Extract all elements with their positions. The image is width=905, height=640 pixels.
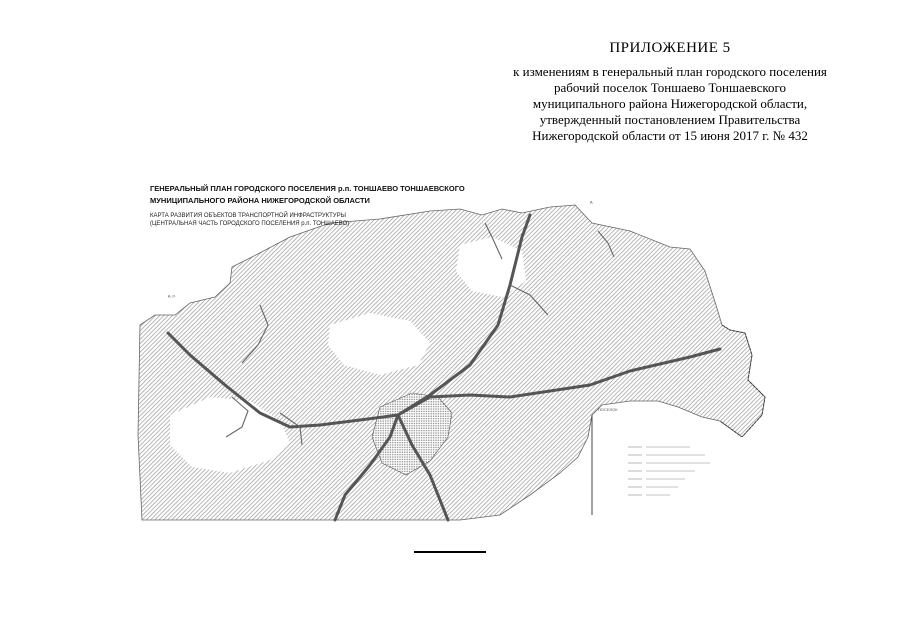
svg-text:д. р.: д. р. (168, 293, 176, 298)
header-line-1: к изменениям в генеральный план городского поселения (513, 64, 827, 79)
map-subtitle-line-2: (ЦЕНТРАЛЬНАЯ ЧАСТЬ ГОРОДСКОГО ПОСЕЛЕНИЯ р.п. ТОНШАЕВО) (150, 221, 350, 227)
map-drawing (130, 175, 770, 530)
svg-text:д.: д. (590, 199, 594, 204)
header-line-3: муниципального района Нижегородской области, (532, 96, 808, 111)
map-subtitle-line-1: КАРТА РАЗВИТИЯ ОБЪЕКТОВ ТРАНСПОРТНОЙ ИНФРАСТРУКТУРЫ (150, 213, 346, 219)
header-line-5: Нижегородской области от 15 июня 2017 г. № 432 (532, 128, 808, 143)
svg-text:ПОСЕЛОК: ПОСЕЛОК (598, 407, 618, 412)
header-line-2: рабочий поселок Тоншаево Тоншаевского (553, 80, 787, 95)
appendix-header (470, 40, 870, 144)
map-legend (620, 437, 770, 530)
header-line-4: утвержденный постановлением Правительства (539, 112, 801, 127)
transport-map (130, 175, 770, 530)
bottom-rule (414, 551, 486, 553)
appendix-title: ПРИЛОЖЕНИЕ 5 (609, 40, 731, 56)
map-title-line-1: ГЕНЕРАЛЬНЫЙ ПЛАН ГОРОДСКОГО ПОСЕЛЕНИЯ р.п. ТОНШАЕВО ТОНШАЕВСКОГО (150, 184, 465, 193)
map-title-line-2: МУНИЦИПАЛЬНОГО РАЙОНА НИЖЕГОРОДСКОЙ ОБЛАСТИ (150, 196, 370, 205)
